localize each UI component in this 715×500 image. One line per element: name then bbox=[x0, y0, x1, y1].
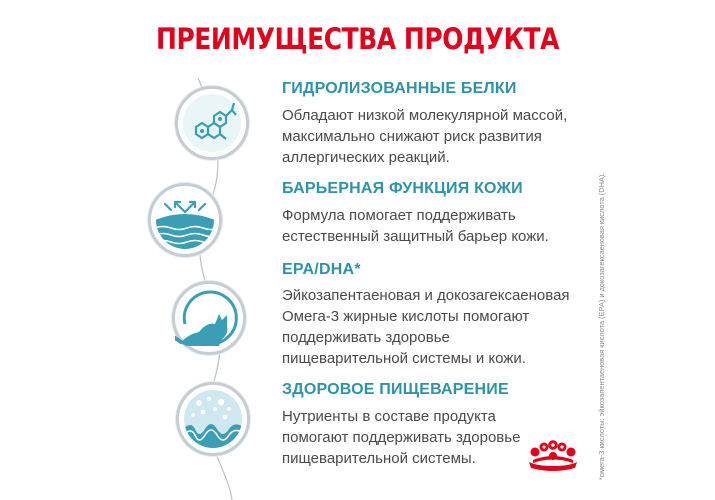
feature-text-3-line-2: Омега-3 жирные кислоты помогают bbox=[282, 308, 530, 325]
cat-icon bbox=[175, 284, 243, 352]
feature-text-3-line-4: пищеварительной системы и кожи. bbox=[282, 350, 526, 367]
feature-heading-1: ГИДРОЛИЗОВАННЫЕ БЕЛКИ bbox=[282, 80, 517, 97]
feature-icon-4 bbox=[176, 382, 250, 456]
feature-text-1-line-1: Обладают низкой молекулярной массой, bbox=[282, 107, 568, 124]
royal-canin-crown-logo bbox=[523, 438, 583, 472]
feature-heading-4: ЗДОРОВОЕ ПИЩЕВАРЕНИЕ bbox=[282, 381, 509, 398]
feature-text-2-line-2: естественный защитный барьер кожи. bbox=[282, 228, 549, 245]
feature-icon-2 bbox=[148, 183, 222, 257]
skin-barrier-icon bbox=[151, 186, 219, 254]
footnote: *омега-3 кислоты: эйкозапентаеновая кислота (EPA) и докозагексаеновая кислота (DHA). bbox=[597, 172, 606, 480]
page-title: ПРЕИМУЩЕСТВА ПРОДУКТА bbox=[156, 22, 559, 56]
feature-text-3-line-1: Эйкозапентаеновая и докозагексаеновая bbox=[282, 287, 570, 304]
feature-text-4-line-2: помогают поддерживать здоровье bbox=[282, 429, 521, 446]
feature-text-3-line-3: поддерживать здоровье bbox=[282, 329, 450, 346]
feature-text-1-line-3: аллергических реакций. bbox=[282, 149, 450, 166]
digestion-icon bbox=[179, 385, 247, 453]
feature-heading-3: EPA/DHA* bbox=[282, 261, 361, 278]
feature-text-1-line-2: максимально снижают риск развития bbox=[282, 128, 542, 145]
feature-text-4-line-1: Нутриенты в составе продукта bbox=[282, 408, 496, 425]
molecule-icon bbox=[178, 89, 246, 157]
feature-icon-1 bbox=[175, 86, 249, 160]
feature-text-4-line-3: пищеварительной системы. bbox=[282, 450, 476, 467]
feature-text-2-line-1: Формула помогает поддерживать bbox=[282, 207, 516, 224]
feature-icon-3 bbox=[172, 281, 246, 355]
feature-heading-2: БАРЬЕРНАЯ ФУНКЦИЯ КОЖИ bbox=[282, 180, 523, 197]
